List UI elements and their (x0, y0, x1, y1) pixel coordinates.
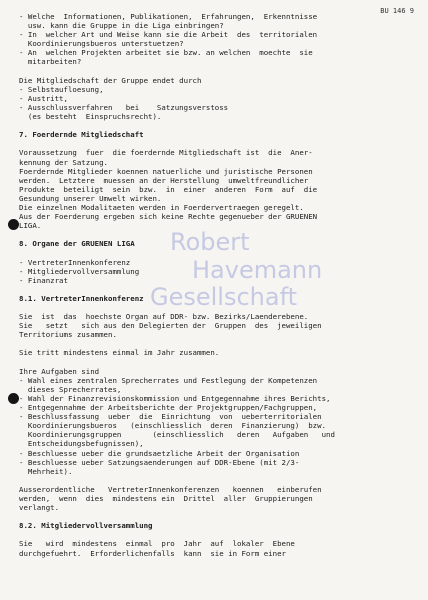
text-line: Voraussetzung fuer die foerdernde Mitgliedschaft ist die Aner- (19, 148, 313, 158)
text-line: (es besteht Einspruchsrecht). (19, 112, 162, 122)
text-line: Gesundung unserer Umwelt wirken. (19, 193, 162, 203)
text-line: - Beschluesse ueber die grundsaetzliche Arbeit der Organisation (19, 448, 300, 458)
text-line: werden, wenn dies mindestens ein Drittel aller Gruppierungen (19, 493, 313, 503)
text-line: LIGA. (19, 221, 42, 231)
text-line: mitarbeiten? (19, 57, 82, 67)
text-line: 8.1. VertreterInnenkonferenz (19, 293, 144, 303)
text-line: Foerdernde Mitglieder koennen natuerliche und juristische Personen (19, 166, 313, 176)
text-line: Koordinierungsbueros unterstuetzen? (19, 39, 184, 49)
text-line: Ihre Aufgaben sind (19, 366, 100, 376)
text-line: Die einzelnen Modalitaeten werden in Foerdervertraegen geregelt. (19, 202, 304, 212)
blank-line (19, 476, 411, 485)
blank-line (19, 530, 411, 539)
text-line: - Finanzrat (19, 275, 68, 285)
text-line: verlangt. (19, 503, 60, 513)
text-line: Koordinierungsbueros (einschliesslich deren Finanzierung) bzw. (19, 421, 327, 431)
text-line: - An welchen Projekten arbeitet sie bzw. an welchen moechte sie (19, 48, 313, 58)
text-line: Mehrheit). (19, 466, 73, 476)
text-line: kennung der Satzung. (19, 157, 108, 167)
text-line: - Mitgliedervollversammlung (19, 266, 140, 276)
text-line: - Ausschlussverfahren bei Satzungsverstoss (19, 102, 229, 112)
text-line: Ausserordentliche VertreterInnenkonferenzen koennen einberufen (19, 484, 322, 494)
text-line: - Wahl der Finanzrevisionskommission und Entgegennahme ihres Berichts, (19, 393, 331, 403)
blank-line (19, 358, 411, 367)
text-line: Sie ist das hoechste Organ auf DDR- bzw. Bezirks/Laenderebene. (19, 312, 309, 322)
text-line: - In welcher Art und Weise kann sie die Arbeit des territorialen (19, 30, 318, 40)
text-line: Entscheidungsbefugnissen), (19, 439, 144, 449)
blank-line (19, 285, 411, 294)
blank-line (19, 512, 411, 521)
text-line: dieses Sprecherrates, (19, 384, 122, 394)
text-line: - Welche Informationen, Publikationen, Erfahrungen, Erkenntnisse (19, 12, 318, 21)
text-line: Sie setzt sich aus den Delegierten der Gruppen des jeweiligen (19, 321, 322, 331)
watermark-line-2: Havemann (192, 256, 323, 284)
blank-line (19, 121, 411, 130)
archive-stamp: BU 146 9 (380, 7, 414, 15)
text-line: - VertreterInnenkonferenz (19, 257, 131, 267)
punch-hole-top (8, 219, 19, 230)
document-text (19, 12, 411, 558)
watermark-line-3: Gesellschaft (150, 283, 298, 311)
text-line: durchgefuehrt. Erforderlichenfalls kann sie in Form einer (19, 548, 286, 558)
blank-line (19, 139, 411, 148)
text-line: 8. Organe der GRUENEN LIGA (19, 239, 135, 249)
blank-line (19, 303, 411, 312)
text-line: 8.2. Mitgliedervollversammlung (19, 521, 153, 531)
text-line: Sie tritt mindestens einmal im Jahr zusammen. (19, 348, 220, 358)
text-line: usw. kann die Gruppe in die Liga einbringen? (19, 21, 224, 31)
blank-line (19, 248, 411, 257)
text-line: Territoriums zusammen. (19, 330, 117, 340)
text-line: werden. Letztere muessen an der Herstellung umweltfreundlicher (19, 175, 309, 185)
text-line: - Wahl eines zentralen Sprecherrates und Festlegung der Kompetenzen (19, 375, 318, 385)
text-line: - Entgegennahme der Arbeitsberichte der Projektgruppen/Fachgruppen, (19, 403, 318, 413)
blank-line (19, 67, 411, 76)
watermark-line-1: Robert (170, 228, 250, 256)
text-line: - Beschlussfassung ueber die Einrichtung von ueberterritorialen (19, 412, 322, 422)
text-line: - Austritt, (19, 93, 68, 103)
text-line: Aus der Foerderung ergeben sich keine Rechte gegenueber der GRUENEN (19, 212, 318, 222)
punch-hole-bottom (8, 393, 19, 404)
text-line: Koordinierungsgruppen (einschliesslich deren Aufgaben und (19, 430, 335, 440)
blank-line (19, 339, 411, 348)
text-line: Sie wird mindestens einmal pro Jahr auf lokaler Ebene (19, 539, 295, 549)
text-line: Die Mitgliedschaft der Gruppe endet durch (19, 75, 202, 85)
text-line: Produkte beteiligt sein bzw. in einer anderen Form auf die (19, 184, 318, 194)
text-line: 7. Foerdernde Mitgliedschaft (19, 130, 144, 140)
text-line: - Selbstaufloesung, (19, 84, 104, 94)
blank-line (19, 230, 411, 239)
text-line: - Beschluesse ueber Satzungsaenderungen auf DDR-Ebene (mit 2/3- (19, 457, 300, 467)
